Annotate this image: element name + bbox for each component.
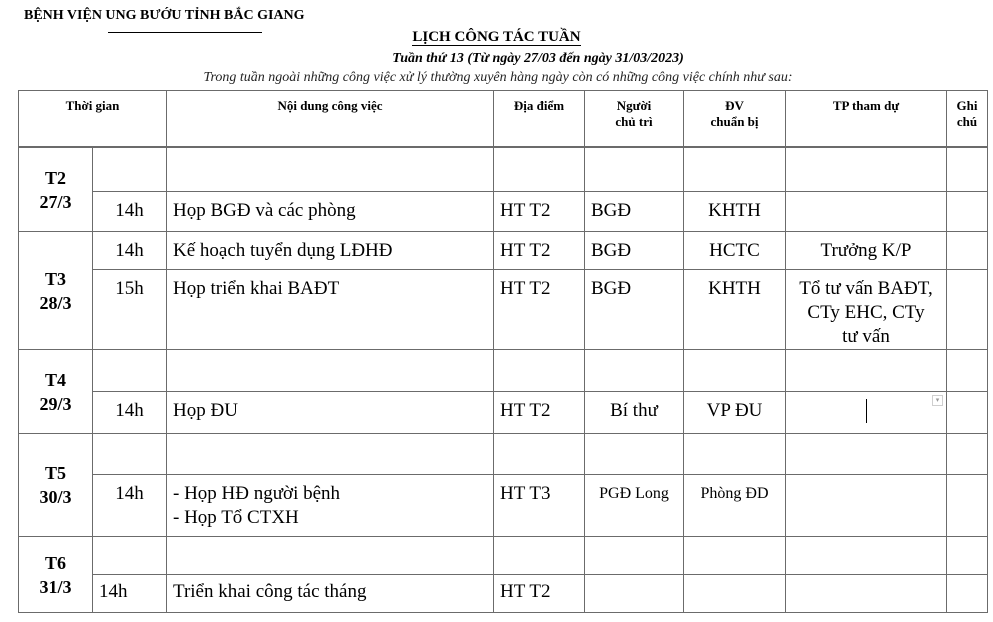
attendees-cell[interactable] (786, 575, 947, 613)
empty-cell[interactable] (167, 350, 494, 392)
table-row (19, 475, 988, 537)
host-cell[interactable]: BGĐ (585, 192, 684, 232)
host-cell[interactable]: BGĐ (585, 232, 684, 270)
empty-cell[interactable] (585, 537, 684, 575)
attendees-cell[interactable] (786, 192, 947, 232)
time-cell[interactable]: 14h (93, 232, 167, 270)
day-cell-t4: T4 29/3 (19, 350, 93, 434)
empty-cell[interactable] (494, 148, 585, 192)
time-cell[interactable]: 14h (93, 192, 167, 232)
schedule-table (18, 90, 988, 613)
day-cell-t3: T3 28/3 (19, 232, 93, 350)
note-cell[interactable] (947, 270, 988, 350)
empty-cell[interactable] (684, 350, 786, 392)
content-cell[interactable]: - Họp HĐ người bệnh - Họp Tổ CTXH (167, 475, 494, 537)
col-header-content: Nội dung công việc (167, 91, 494, 147)
empty-cell[interactable] (585, 350, 684, 392)
content-cell[interactable]: Kế hoạch tuyển dụng LĐHĐ (167, 232, 494, 270)
col-header-note: Ghi chú (947, 91, 988, 147)
host-cell[interactable]: Bí thư (585, 392, 684, 434)
empty-cell[interactable] (684, 148, 786, 192)
table-row (19, 537, 988, 575)
prep-cell[interactable]: KHTH (684, 192, 786, 232)
time-cell[interactable]: 14h (93, 392, 167, 434)
prep-cell[interactable]: Phòng ĐD (684, 475, 786, 537)
day-cell-t6: T6 31/3 (19, 537, 93, 613)
empty-cell[interactable] (585, 434, 684, 475)
content-cell[interactable]: Họp BGĐ và các phòng (167, 192, 494, 232)
col-header-host: Người chủ trì (585, 91, 684, 147)
time-cell[interactable]: 15h (93, 270, 167, 350)
dropdown-arrow-icon[interactable]: ▾ (932, 395, 943, 406)
text-cursor (866, 399, 867, 423)
attendees-cell[interactable] (786, 392, 947, 434)
host-cell[interactable]: PGĐ Long (585, 475, 684, 537)
col-header-attendees: TP tham dự (786, 91, 947, 147)
table-row (19, 392, 988, 434)
table-row (19, 232, 988, 270)
empty-cell[interactable] (947, 434, 988, 475)
time-cell[interactable]: 14h (93, 575, 167, 613)
day-cell-t2: T2 27/3 (19, 148, 93, 232)
location-cell[interactable]: HT T3 (494, 475, 585, 537)
col-header-prep: ĐV chuẩn bị (684, 91, 786, 147)
location-cell[interactable]: HT T2 (494, 575, 585, 613)
location-cell[interactable]: HT T2 (494, 232, 585, 270)
empty-cell[interactable] (947, 537, 988, 575)
col-header-time: Thời gian (19, 91, 167, 147)
table-row (19, 350, 988, 392)
empty-cell[interactable] (786, 434, 947, 475)
empty-cell[interactable] (947, 350, 988, 392)
week-subtitle: Tuần thứ 13 (Từ ngày 27/03 đến ngày 31/03/2023) (392, 51, 684, 66)
document-title (0, 29, 993, 46)
empty-cell[interactable] (947, 148, 988, 192)
empty-cell[interactable] (494, 537, 585, 575)
prep-cell[interactable]: HCTC (684, 232, 786, 270)
location-cell[interactable]: HT T2 (494, 392, 585, 434)
empty-cell[interactable] (684, 537, 786, 575)
empty-cell[interactable] (494, 350, 585, 392)
header-row (19, 91, 988, 147)
title-text: LỊCH CÔNG TÁC TUẦN (412, 29, 581, 45)
attendees-cell[interactable]: Tổ tư vấn BAĐT, CTy EHC, CTy tư vấn (786, 270, 947, 350)
prep-cell[interactable]: KHTH (684, 270, 786, 350)
content-cell[interactable]: Họp triển khai BAĐT (167, 270, 494, 350)
attendees-cell[interactable]: Trưởng K/P (786, 232, 947, 270)
table-row (19, 192, 988, 232)
col-header-location: Địa điểm (494, 91, 585, 147)
empty-cell[interactable] (786, 350, 947, 392)
prep-cell[interactable]: VP ĐU (684, 392, 786, 434)
empty-cell[interactable] (93, 350, 167, 392)
intro-note: Trong tuần ngoài những công việc xử lý thường xuyên hàng ngày còn có những công việc chính như sau: (203, 70, 793, 85)
prep-cell[interactable] (684, 575, 786, 613)
empty-cell[interactable] (684, 434, 786, 475)
empty-cell[interactable] (494, 434, 585, 475)
content-cell[interactable]: Triển khai công tác tháng (167, 575, 494, 613)
location-cell[interactable]: HT T2 (494, 192, 585, 232)
empty-cell[interactable] (167, 148, 494, 192)
note-cell[interactable] (947, 392, 988, 434)
host-cell[interactable]: BGĐ (585, 270, 684, 350)
attendees-cell[interactable] (786, 475, 947, 537)
table-row (19, 434, 988, 475)
time-cell[interactable]: 14h (93, 475, 167, 537)
empty-cell[interactable] (93, 434, 167, 475)
empty-cell[interactable] (786, 148, 947, 192)
note-cell[interactable] (947, 192, 988, 232)
day-cell-t5: T5 30/3 (19, 434, 93, 537)
note-cell[interactable] (947, 475, 988, 537)
table-row (19, 148, 988, 192)
empty-cell[interactable] (786, 537, 947, 575)
empty-cell[interactable] (93, 537, 167, 575)
empty-cell[interactable] (585, 148, 684, 192)
table-row (19, 270, 988, 350)
table-row (19, 575, 988, 613)
location-cell[interactable]: HT T2 (494, 270, 585, 350)
empty-cell[interactable] (167, 537, 494, 575)
empty-cell[interactable] (167, 434, 494, 475)
hospital-name: BỆNH VIỆN UNG BƯỚU TỈNH BẮC GIANG (24, 8, 305, 23)
host-cell[interactable] (585, 575, 684, 613)
content-cell[interactable]: Họp ĐU (167, 392, 494, 434)
note-cell[interactable] (947, 575, 988, 613)
empty-cell[interactable] (93, 148, 167, 192)
note-cell[interactable] (947, 232, 988, 270)
